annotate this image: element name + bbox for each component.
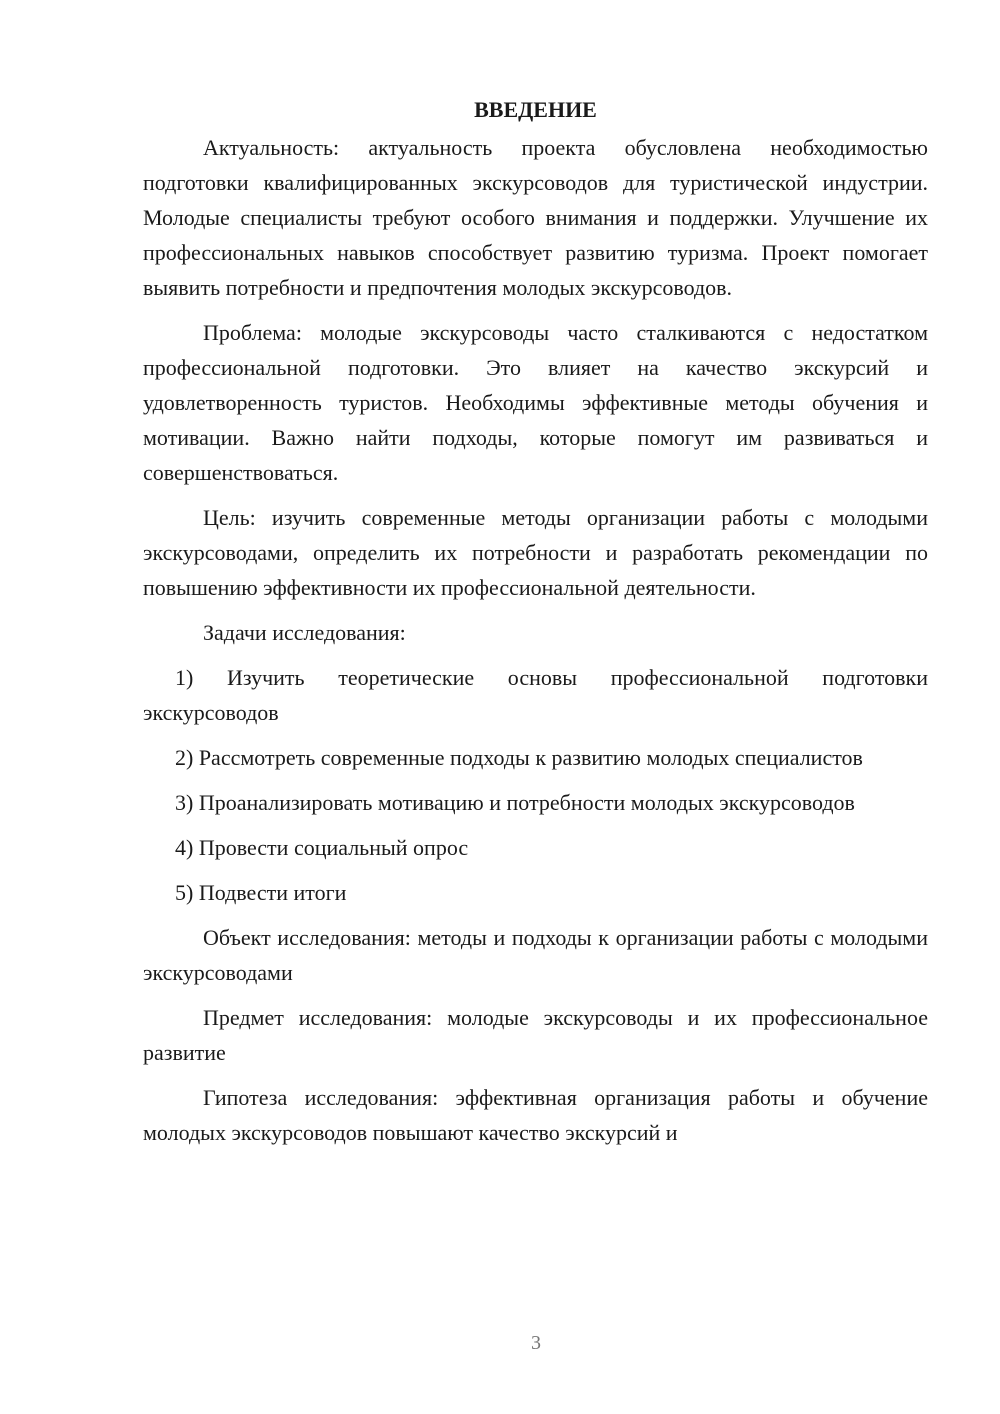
task-item-5: 5) Подвести итоги [175, 880, 347, 905]
document-page [143, 92, 928, 1150]
task-item-3: 3) Проанализировать мотивацию и потребности молодых экскурсоводов [175, 790, 855, 815]
section-title: ВВЕДЕНИЕ [474, 97, 597, 122]
task-item-1: 1) Изучить теоретические основы профессиональной подготовки экскурсоводов [143, 665, 928, 725]
problem-paragraph: Проблема: молодые экскурсоводы часто сталкиваются с недостатком профессиональной подготовки. Это влияет на качество экскурсий и удовлетворенность туристов. Необходимы эффективные методы обучения и мотивации. Важно найти подходы, которые помогут им развиваться и совершенствоваться. [143, 320, 928, 485]
tasks-heading: Задачи исследования: [203, 620, 406, 645]
relevance-paragraph: Актуальность: актуальность проекта обусловлена необходимостью подготовки квалифицированных экскурсоводов для туристической индустрии. Молодые специалисты требуют особого внимания и поддержки. Улучшение их профессиональных навыков способствует развитию туризма. Проект помогает выявить потребности и предпочтения молодых экскурсоводов. [143, 135, 928, 300]
object-paragraph: Объект исследования: методы и подходы к организации работы с молодыми экскурсоводами [143, 925, 928, 985]
page-number: 3 [531, 1332, 541, 1354]
goal-paragraph: Цель: изучить современные методы организации работы с молодыми экскурсоводами, определить их потребности и разработать рекомендации по повышению эффективности их профессиональной деятельности. [143, 505, 928, 600]
task-item-2: 2) Рассмотреть современные подходы к развитию молодых специалистов [175, 745, 863, 770]
task-item-4: 4) Провести социальный опрос [175, 835, 469, 860]
hypothesis-paragraph: Гипотеза исследования: эффективная организация работы и обучение молодых экскурсоводов повышают качество экскурсий и [143, 1085, 928, 1145]
subject-paragraph: Предмет исследования: молодые экскурсоводы и их профессиональное развитие [143, 1005, 928, 1065]
